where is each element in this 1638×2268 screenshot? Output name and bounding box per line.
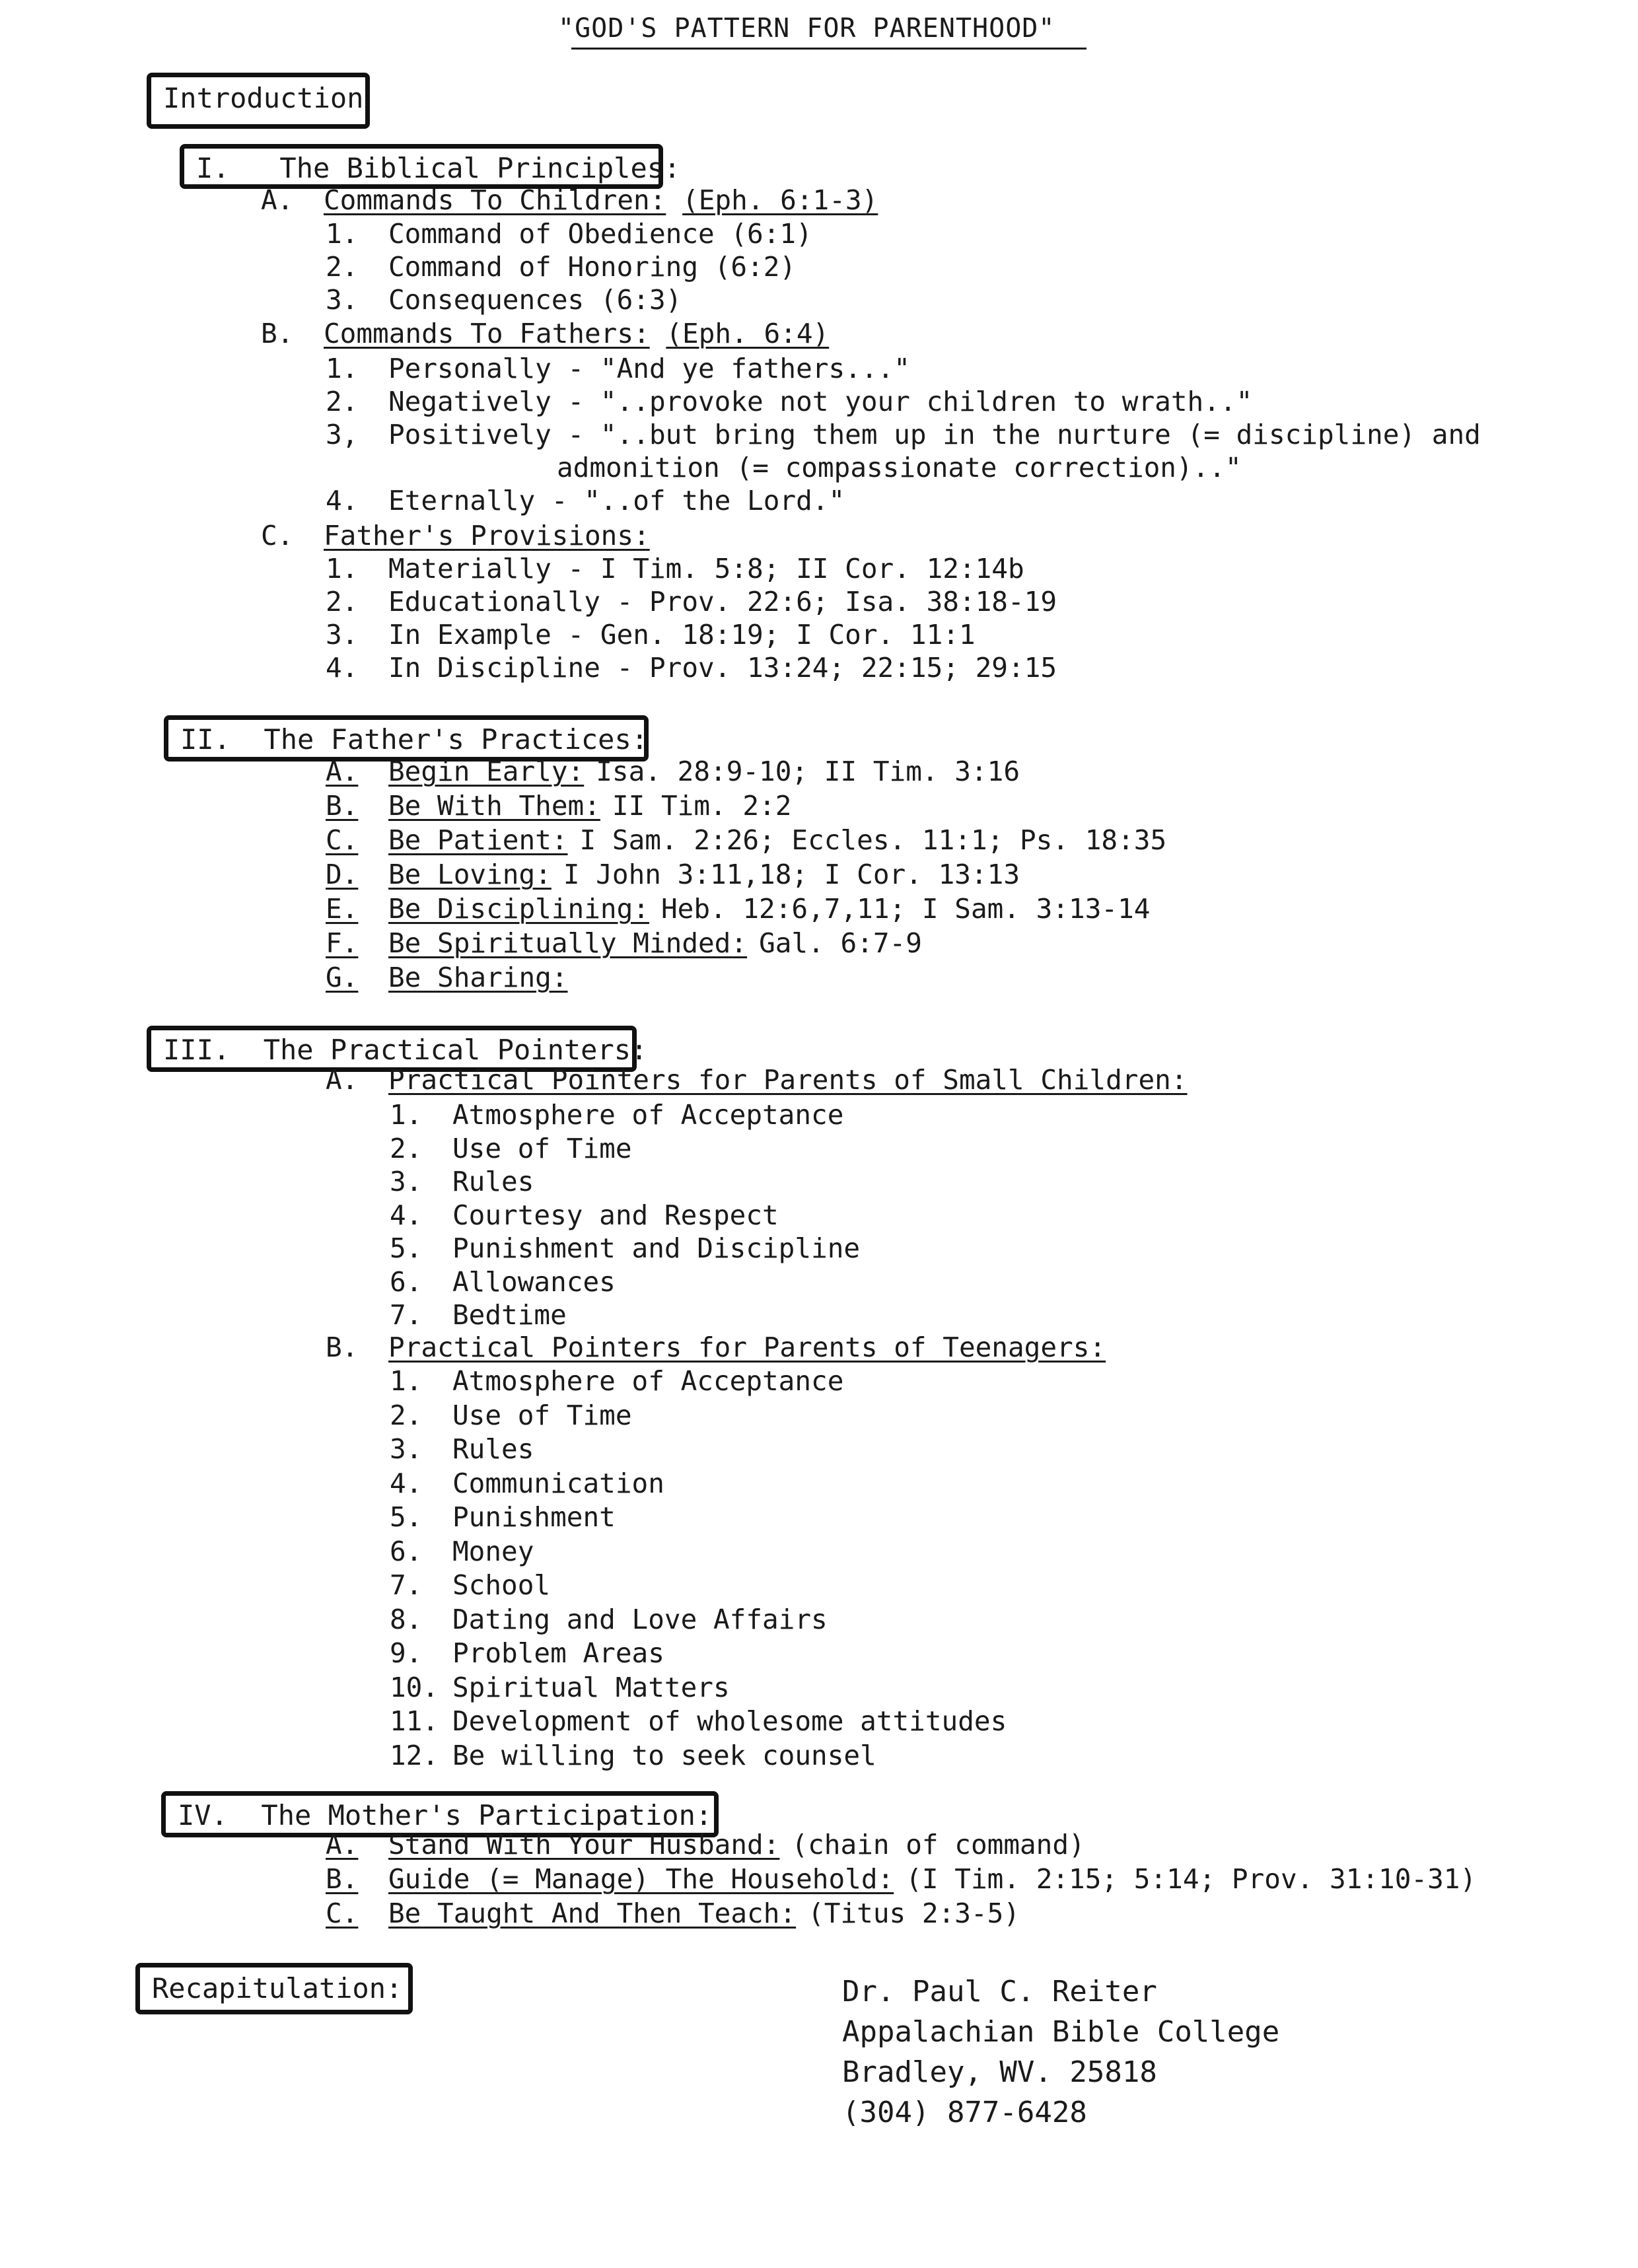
list-item [326,585,1057,618]
item-heading: Be Taught And Then Teach: [388,1897,797,1929]
lettered-item [326,755,1020,788]
lettered-item [326,1897,1020,1930]
list-item [390,1399,632,1432]
item-number: 2. [390,1132,423,1164]
item-letter: D. [326,859,359,890]
item-number: 3, [326,419,359,450]
item-heading: Guide (= Manage) The Household: [388,1863,894,1895]
item-number: 2. [390,1399,423,1431]
item-text: Development of wholesome attitudes [452,1705,1007,1737]
list-item [390,1535,534,1568]
item-number: 8. [390,1603,423,1635]
item-letter: C. [326,1897,359,1929]
signature-org: Appalachian Bible College [842,2015,1280,2049]
list-item [326,552,1024,585]
item-text: Be willing to seek counsel [452,1739,876,1771]
introduction-label: Introduction [163,82,364,114]
item-number: 5. [390,1501,423,1533]
item-number: 7. [390,1569,423,1601]
list-item [390,1501,616,1534]
item-number: 2. [326,586,359,618]
item-letter: E. [326,893,359,925]
lettered-item [326,824,1166,857]
list-item [390,1232,860,1265]
lettered-item [326,927,922,960]
recapitulation-label: Recapitulation: [152,1972,403,2004]
item-text: Rules [452,1166,534,1197]
item-text: Bedtime [452,1299,567,1331]
item-reference: (Titus 2:3-5) [808,1897,1020,1929]
list-item [390,1603,828,1636]
item-text: In Example - Gen. 18:19; I Cor. 11:1 [388,619,976,651]
list-item [390,1265,616,1298]
item-letter: B. [326,1863,359,1895]
item-heading: Be Patient: [388,824,568,856]
item-text: School [452,1569,551,1601]
item-text: Punishment and Discipline [452,1232,861,1264]
item-number: 1. [326,218,359,250]
section-1-a-heading: A. Commands To Children: (Eph. 6:1-3) [261,184,878,216]
list-item [326,217,812,250]
lettered-item [326,961,580,994]
lettered-item [326,858,1020,891]
list-item [390,1705,1007,1738]
introduction-box [147,73,370,129]
list-item [326,352,910,385]
item-letter: A. [326,756,359,787]
item-number: 11. [390,1705,439,1737]
item-text: Atmosphere of Acceptance [452,1099,844,1131]
section-3-a-heading: A. Practical Pointers for Parents of Small Children: [326,1064,1188,1096]
item-number: 4. [326,485,359,516]
item-text: Materially - I Tim. 5:8; II Cor. 12:14b [388,553,1024,585]
item-reference: II Tim. 2:2 [612,790,792,822]
item-letter: C. [326,824,359,856]
list-item [390,1637,664,1670]
lettered-item [326,1828,1085,1861]
item-number: 3. [390,1166,423,1197]
list-item [326,618,976,651]
item-number: 5. [390,1232,423,1264]
item-number: 4. [390,1467,423,1499]
list-item [326,283,682,316]
lettered-item [326,1862,1476,1896]
signature-name: Dr. Paul C. Reiter [842,1975,1157,2008]
section-1-label: I. The Biblical Principles: [196,152,681,184]
lettered-item [326,789,791,822]
item-text: Rules [452,1433,534,1465]
item-heading: Be Spiritually Minded: [388,927,748,959]
item-text: Consequences (6:3) [388,284,682,316]
item-number: 2. [326,251,359,283]
item-letter: F. [326,927,359,959]
item-reference: Heb. 12:6,7,11; I Sam. 3:13-14 [660,893,1151,925]
item-number: 3. [326,619,359,651]
list-item [390,1165,534,1198]
list-item [390,1364,843,1398]
item-text: Money [452,1535,534,1567]
list-item [390,1433,534,1466]
list-item [557,451,1242,484]
item-text: Courtesy and Respect [452,1199,779,1231]
item-number: 1. [326,353,359,384]
section-2-label: II. The Father's Practices: [180,723,649,756]
item-reference: Gal. 6:7-9 [759,927,922,959]
item-heading: Be Disciplining: [388,893,649,925]
item-number: 7. [390,1299,423,1331]
item-number: 3. [326,284,359,316]
item-text: Positively - "..but bring them up in the nurture (= discipline) and [388,419,1481,450]
item-text: Use of Time [452,1399,632,1431]
item-reference: I John 3:11,18; I Cor. 13:13 [563,859,1020,890]
item-reference: I Sam. 2:26; Eccles. 11:1; Ps. 18:35 [579,824,1167,856]
title-underline [571,48,1086,50]
item-text: Communication [452,1467,664,1499]
item-text: In Discipline - Prov. 13:24; 22:15; 29:15 [388,652,1057,684]
item-text: admonition (= compassionate correction).." [557,452,1242,483]
recapitulation-box [135,1963,413,2014]
item-number: 2. [326,386,359,417]
list-item [326,484,845,517]
item-text: Problem Areas [452,1637,664,1669]
list-item [390,1467,664,1500]
item-reference: (I Tim. 2:15; 5:14; Prov. 31:10-31) [906,1863,1477,1895]
item-reference: Isa. 28:9-10; II Tim. 3:16 [596,756,1020,787]
document-title: "GOD'S PATTERN FOR PARENTHOOD" [558,13,1055,44]
section-3-b-heading: B. Practical Pointers for Parents of Teenagers: [326,1331,1106,1363]
item-text: Dating and Love Affairs [452,1603,828,1635]
item-number: 6. [390,1265,423,1298]
section-4-label: IV. The Mother's Participation: [178,1799,713,1831]
item-heading: Be Sharing: [388,962,568,993]
list-item [390,1671,730,1704]
signature-city: Bradley, WV. 25818 [842,2055,1157,2089]
list-item [326,385,1252,418]
item-number: 6. [390,1535,423,1567]
item-text: Command of Honoring (6:2) [388,251,797,283]
section-1-box [180,144,681,189]
item-number: 12. [390,1739,439,1771]
section-3-label: III. The Practical Pointers: [163,1034,648,1066]
list-item [390,1199,779,1232]
item-text: Negatively - "..provoke not your children to wrath.." [388,386,1253,417]
signature-phone: (304) 877-6428 [842,2096,1087,2129]
list-item [390,1098,843,1131]
section-1-b-heading: B. Commands To Fathers: (Eph. 6:4) [261,318,830,349]
item-text: Command of Obedience (6:1) [388,218,812,250]
item-text: Educationally - Prov. 22:6; Isa. 38:18-19 [388,586,1057,618]
list-item [326,651,1057,684]
item-letter: B. [326,790,359,822]
item-text: Personally - "And ye fathers..." [388,353,910,384]
list-item [390,1132,632,1165]
list-item [326,250,796,283]
item-number: 3. [390,1433,423,1465]
item-number: 4. [326,652,359,684]
item-heading: Be Loving: [388,859,552,890]
list-item [390,1569,550,1602]
item-heading: Begin Early: [388,756,585,787]
item-heading: Stand With Your Husband: [388,1829,780,1860]
item-number: 1. [326,553,359,585]
item-text: Atmosphere of Acceptance [452,1365,844,1397]
item-number: 4. [390,1199,423,1231]
item-number: 1. [390,1365,423,1397]
section-1-c-heading: C. Father's Provisions: [261,520,650,551]
list-item [390,1298,567,1331]
item-text: Spiritual Matters [452,1671,730,1703]
item-text: Allowances [452,1265,616,1298]
item-number: 10. [390,1671,439,1703]
item-reference: (chain of command) [791,1829,1085,1860]
item-letter: A. [326,1829,359,1860]
item-letter: G. [326,962,359,993]
item-text: Eternally - "..of the Lord." [388,485,845,516]
item-text: Use of Time [452,1132,632,1164]
item-number: 1. [390,1099,423,1131]
list-item [326,418,1481,451]
item-heading: Be With Them: [388,790,600,822]
item-text: Punishment [452,1501,616,1533]
list-item [390,1739,876,1772]
item-number: 9. [390,1637,423,1669]
lettered-item [326,892,1150,925]
